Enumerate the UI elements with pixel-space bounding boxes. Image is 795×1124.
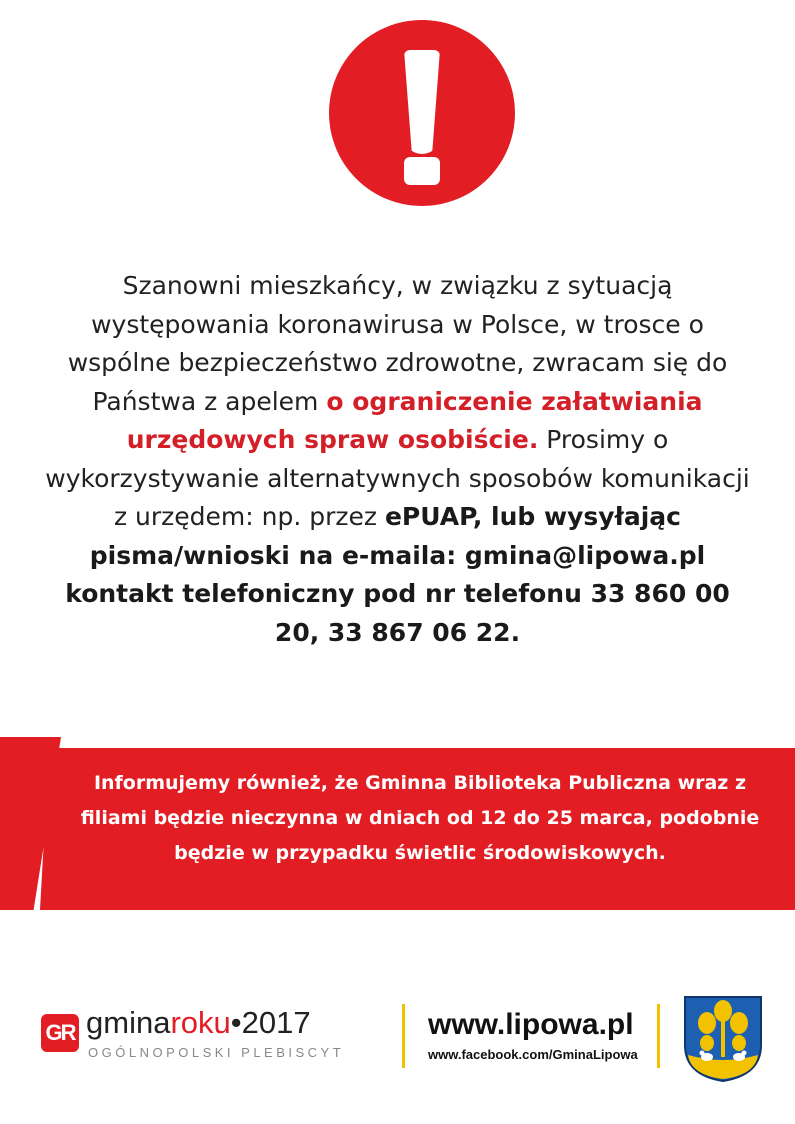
year-label: •2017 [230, 1005, 311, 1040]
gmina-roku-logo: GR [41, 1014, 79, 1052]
website-link[interactable]: www.lipowa.pl [428, 1008, 634, 1041]
gmina-roku-title [86, 1005, 311, 1041]
plebiscite-subtitle: OGÓLNOPOLSKI PLEBISCYT [88, 1045, 345, 1060]
message-part-2: Prosimy o wykorzystywanie alternatywnych sposobów komunikacji z urzędem: np. przez [45, 425, 750, 531]
message-contact: ePUAP, lub wysyłając pisma/wnioski na e-maila: gmina@lipowa.pl kontakt telefoniczny pod nr telefonu 33 860 00 20, 33 867 06 22. [65, 502, 730, 647]
message-highlight: o ograniczenie załatwiania urzędowych spraw osobiście. [126, 386, 703, 454]
footer-divider-right [657, 1004, 660, 1068]
gmina-word: gmina [86, 1005, 171, 1040]
exclamation-icon [329, 20, 515, 206]
roku-word: roku [170, 1005, 231, 1040]
exclamation-dot [404, 157, 440, 185]
info-banner-text: Informujemy również, że Gminna Biblioteka Publiczna wraz z filiami będzie nieczynna w dniach od 12 do 25 marca, podobnie będzie w przypadku świetlic środowiskowych. [80, 772, 760, 864]
exclamation-bar [404, 50, 440, 154]
appeal-message [40, 267, 755, 652]
footer-divider-left [402, 1004, 405, 1068]
facebook-link[interactable]: www.facebook.com/GminaLipowa [428, 1047, 638, 1062]
coat-of-arms-icon [683, 995, 763, 1083]
message-part-1: Szanowni mieszkańcy, w związku z sytuacją występowania koronawirusa w Polsce, w trosce o wspólne bezpieczeństwo zdrowotne, zwracam się do Państwa z apelem [67, 271, 728, 416]
